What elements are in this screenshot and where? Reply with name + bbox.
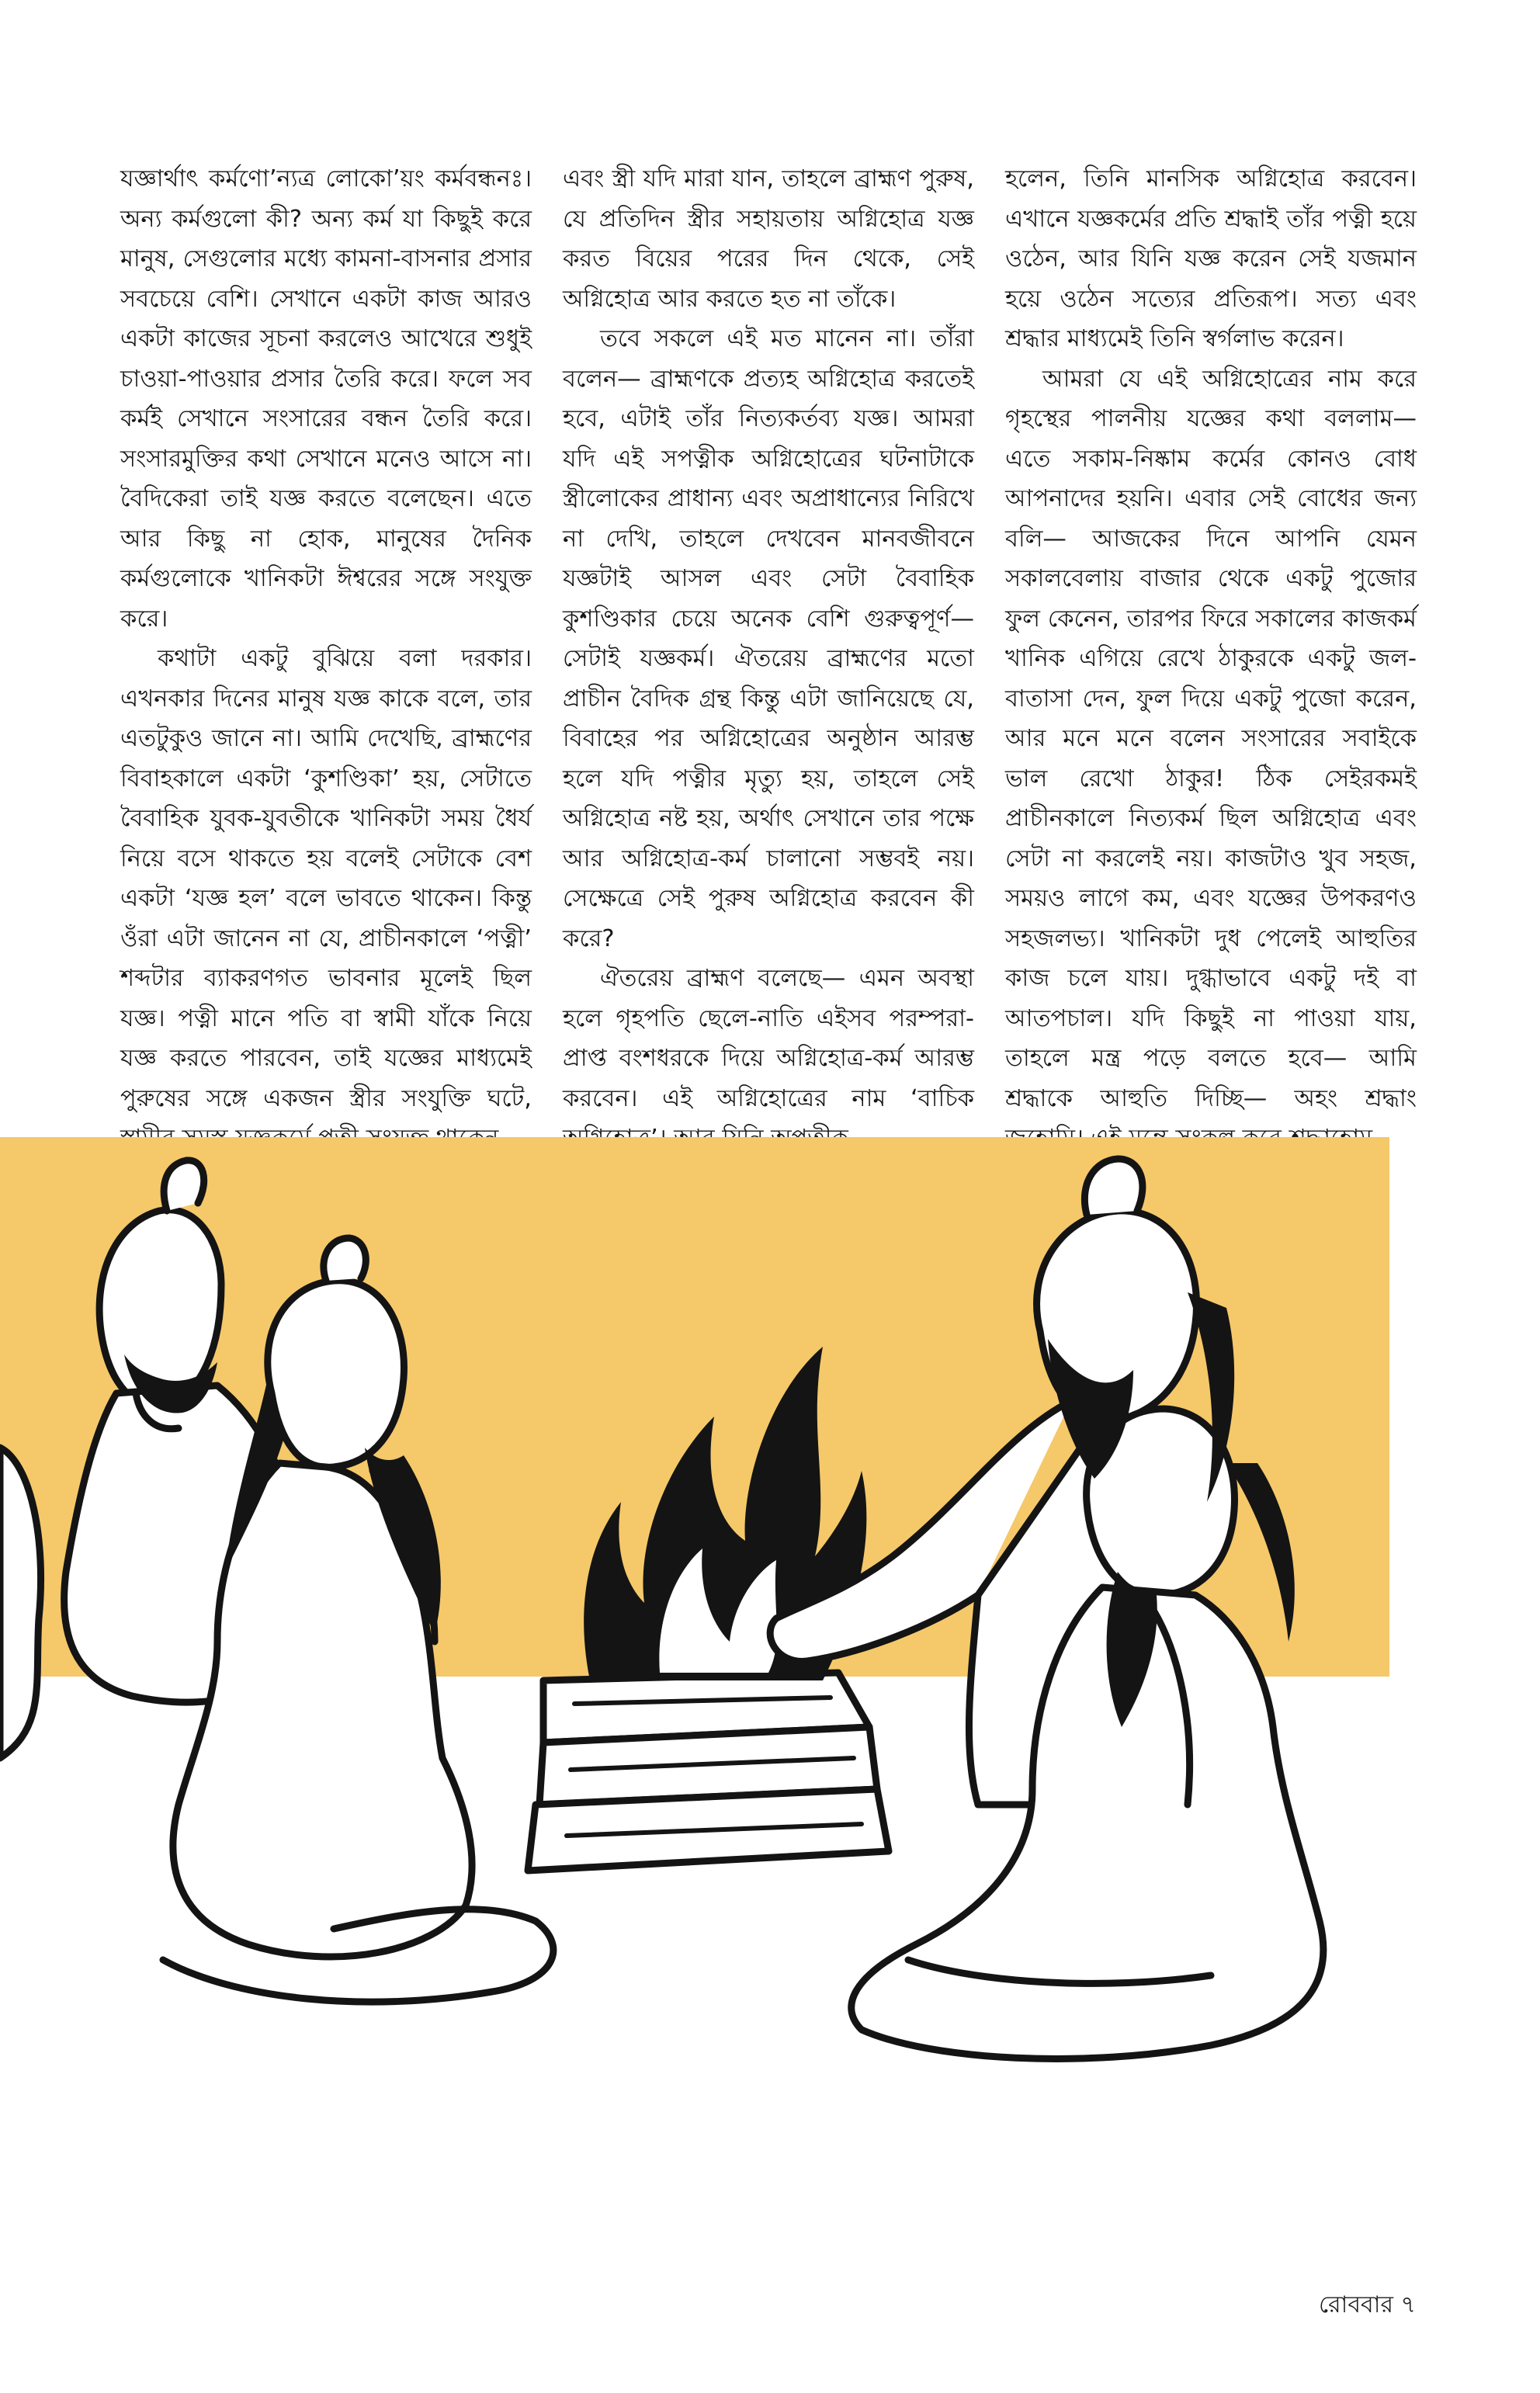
paragraph: ঐতরেয় ব্রাহ্মণ বলেছে— এমন অবস্থা হলে গৃহপতি ছেলে-নাতি এইসব পরম্পরা-প্রাপ্ত বংশধরকে দিয়ে অগ্নিহোত্র-কর্ম আরম্ভ করবেন। এই অগ্নিহোত্রের নাম ‘বাচিক xyxy=(563,965,974,1112)
paragraph: হলেন, তিনি মানসিক অগ্নিহোত্র করবেন। এখানে যজ্ঞকর্মের প্রতি শ্রদ্ধাই তাঁর পত্নী হয়ে ওঠেন, আর যিনি যজ্ঞ করেন সেই যজমান হয়ে ওঠেন সত্যের প্রতিরূপ। সত্য এবং শ্রদ্ধার মাধ্যমেই তিনি স্বর্গলাভ করেন। xyxy=(1005,165,1417,352)
fire-altar xyxy=(528,1673,889,1871)
text-column-1 xyxy=(120,159,532,1112)
paragraph: আমরা যে এই অগ্নিহোত্রের নাম করে গৃহস্থের পালনীয় যজ্ঞের কথা বললাম— এতে সকাম-নিষ্কাম কর্মের কোনও বোধ আপনাদের হয়নি। এবার সেই বোধের জন্য বলি— আজকের দিনে আপনি যেমন সকালবেলায় বাজার থেকে একটু পুজোর ফুল কেনেন, তারপর ফিরে সকালের কাজকর্ম খানিক এগিয়ে রেখে ঠাকুরকে একটু জল-বাতাসা দেন, ফুল দিয়ে একটু পুজো করেন, আর মনে মনে বলেন সংসারের সবাইকে ভাল রেখো ঠাকুর! ঠিক সেইরকমই প্রাচীনকালে নিত্যকর্ম ছিল অগ্নিহোত্র এবং সেটা না করলেই নয়। কাজটাও খুব সহজ, সময়ও লাগে কম, এবং যজ্ঞের উপকরণও সহজলভ্য। খানিকটা দুধ পেলেই আহুতির কাজ চলে যায়। দুগ্ধাভাবে একটু দই বা আতপচাল। যদি কিছুই না পাওয়া যায়, তাহলে মন্ত্র পড়ে বলতে হবে— আমি শ্রদ্ধাকে আহুতি দিচ্ছি— অহং শ্রদ্ধাং xyxy=(1005,365,1417,1112)
paragraph: তবে সকলে এই মত মানেন না। তাঁরা বলেন— ব্রাহ্মণকে প্রত্যহ অগ্নিহোত্র করতেই হবে, এটাই তাঁর নিত্যকর্তব্য যজ্ঞ। আমরা যদি এই সপত্নীক অগ্নিহোত্রের ঘটনাটাকে স্ত্রীলোকের প্রাধান্য এবং অপ্রাধান্যের নিরিখে না দেখি, তাহলে দেখবেন মানবজীবনে যজ্ঞটাই আসল এবং সেটা বৈবাহিক কুশণ্ডিকার চেয়ে অনেক বেশি গুরুত্বপূর্ণ— সেটাই যজ্ঞকর্ম। ঐতরেয় ব্রাহ্মণের মতো প্রাচীন বৈদিক গ্রন্থ কিন্তু এটা জানিয়েছে যে, বিবাহের পর অগ্নিহোত্রের অনুষ্ঠান আরম্ভ হলে যদি পত্নীর মৃত্যু হয়, তাহলে সেই অগ্নিহোত্র নষ্ট হয়, অর্থাৎ সেখানে তার পক্ষে আর অগ্নিহোত্র-কর্ম চালানো সম্ভবই নয়। সেক্ষেত্রে সেই পুরুষ অগ্নিহোত্র করবেন কী করে? xyxy=(563,325,974,952)
sages-around-fire-drawing xyxy=(0,1137,1389,2127)
text-column-3 xyxy=(1005,159,1417,1112)
article-body xyxy=(120,159,1417,1112)
page-folio: রোববার ৭ xyxy=(1318,2291,1416,2318)
paragraph: যজ্ঞার্থাৎ কর্মণো’ন্যত্র লোকো’য়ং কর্মবন্ধনঃ। অন্য কর্মগুলো কী? অন্য কর্ম যা কিছুই করে মানুষ, সেগুলোর মধ্যে কামনা-বাসনার প্রসার সবচেয়ে বেশি। সেখানে একটা কাজ আরও একটা কাজের সূচনা করলেও আখেরে শুধুই চাওয়া-পাওয়ার প্রসার তৈরি করে। ফলে সব কর্মই সেখানে সংসারের বন্ধন তৈরি করে। সংসারমুক্তির কথা সেখানে মনেও আসে না। বৈদিকেরা তাই যজ্ঞ করতে বলেছেন। এতে আর কিছু না হোক, মানুষের দৈনিক কর্মগুলোকে খানিকটা ঈশ্বরের সঙ্গে সংযুক্ত করে। xyxy=(120,165,532,633)
yajna-illustration xyxy=(0,1137,1389,2127)
paragraph: কথাটা একটু বুঝিয়ে বলা দরকার। এখনকার দিনের মানুষ যজ্ঞ কাকে বলে, তার এতটুকুও জানে না। আমি দেখেছি, ব্রাহ্মণের বিবাহকালে একটা ‘কুশণ্ডিকা’ হয়, সেটাতে বৈবাহিক যুবক-যুবতীকে খানিকটা সময় ধৈর্য নিয়ে বসে থাকতে হয় বলেই সেটাকে বেশ একটা ‘যজ্ঞ হল’ বলে ভাবতে থাকেন। কিন্তু ওঁরা এটা জানেন না যে, প্রাচীনকালে ‘পত্নী’ শব্দটার ব্যাকরণগত ভাবনার মূলেই ছিল যজ্ঞ। পত্নী মানে পতি বা স্বামী যাঁকে নিয়ে যজ্ঞ করতে পারবেন, তাই যজ্ঞের মাধ্যমেই পুরুষের সঙ্গে একজন স্ত্রীর সংযুক্তি ঘটে, xyxy=(120,645,532,1112)
paragraph: এবং স্ত্রী যদি মারা যান, তাহলে ব্রাহ্মণ পুরুষ, যে প্রতিদিন স্ত্রীর সহায়তায় অগ্নিহোত্র যজ্ঞ করত বিয়ের পরের দিন থেকে, সেই অগ্নিহোত্র আর করতে হত না তাঁকে। xyxy=(563,165,974,313)
text-column-2 xyxy=(563,159,974,1112)
